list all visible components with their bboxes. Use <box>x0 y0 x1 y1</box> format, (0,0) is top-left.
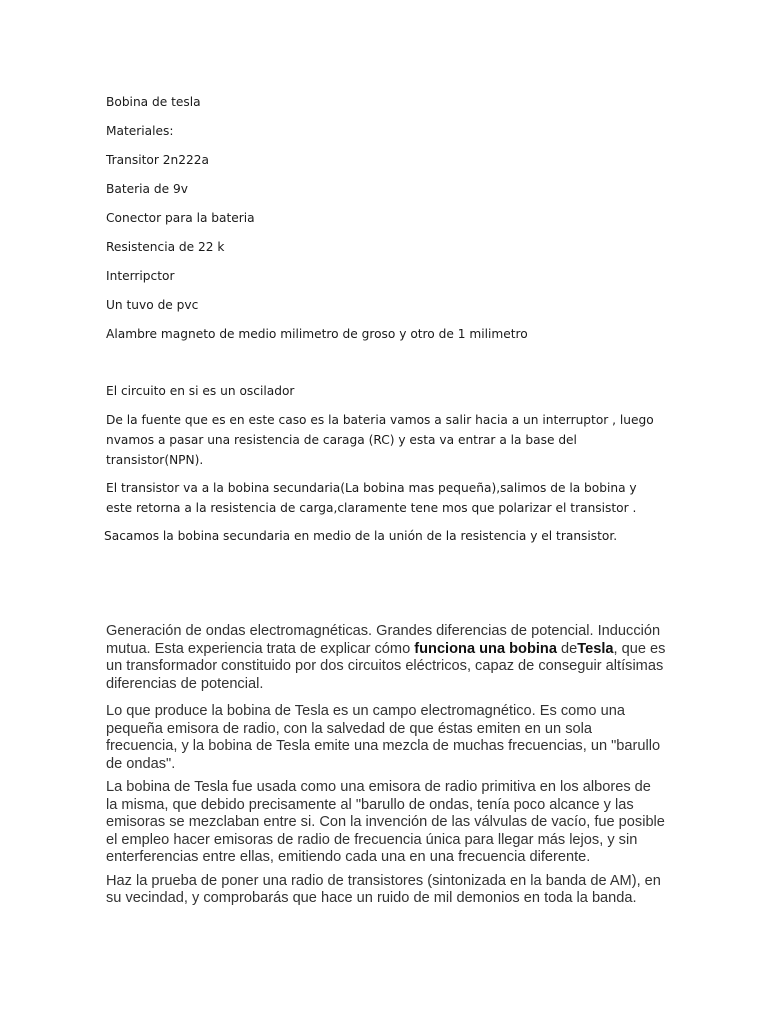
material-item: Alambre magneto de medio milimetro de groso y otro de 1 milimetro <box>106 327 528 341</box>
materials-heading: Materiales: <box>106 124 174 138</box>
spacer <box>106 353 666 381</box>
tesla-article-section <box>106 623 666 914</box>
article-paragraph: Lo que produce la bobina de Tesla es un campo electromagnético. Es como una pequeña emisora de radio, con la salvedad de que éstas emiten en un sola frecuencia, y la bobina de Tesla emite una mezcla de muchas frecuencias, un "barullo de ondas". <box>106 703 661 772</box>
material-item: Bateria de 9v <box>106 182 188 196</box>
circuit-paragraph: El transistor va a la bobina secundaria(La bobina mas pequeña),salimos de la bobina y este retorna a la resistencia de carga,claramente tene mos que polarizar el transistor . <box>106 481 637 515</box>
material-item: Un tuvo de pvc <box>106 298 199 312</box>
tesla-notes-section <box>106 92 666 554</box>
material-item: Transitor 2n222a <box>106 153 209 167</box>
intro-text-end: , que es un transformador constituido por dos circuitos eléctricos, capaz de conseguir altísimas diferencias de potencial. <box>106 640 666 692</box>
material-item: Interripctor <box>106 269 175 283</box>
document-title: Bobina de tesla <box>106 95 201 109</box>
intro-text: Generación de ondas electromagnéticas. Grandes diferencias de potencial. Inducción mutua. Esta experiencia trata de explicar cómo <box>106 623 661 657</box>
intro-text-de: de <box>556 640 578 657</box>
circuit-paragraph: Sacamos la bobina secundaria en medio de la unión de la resistencia y el transistor. <box>104 529 618 543</box>
circuit-paragraph: De la fuente que es en este caso es la bateria vamos a salir hacia a un interruptor , luego nvamos a pasar una resistencia de caraga (RC) y esta va entrar a la base del transistor(NPN). <box>106 413 654 467</box>
article-paragraph: Haz la prueba de poner una radio de transistores (sintonizada en la banda de AM), en su vecindad, y comprobarás que hace un ruido de mil demonios en toda la banda. <box>106 872 661 906</box>
material-item: Resistencia de 22 k <box>106 240 225 254</box>
bold-phrase-bobina: funciona una bobina <box>414 640 557 657</box>
bold-phrase-tesla: Tesla <box>577 640 614 657</box>
material-item: Conector para la bateria <box>106 211 255 225</box>
article-paragraph-intro <box>106 623 666 693</box>
article-paragraph: La bobina de Tesla fue usada como una emisora de radio primitiva en los albores de la misma, que debido precisamente al "barullo de ondas, tenía poco alcance y las emisoras se mezclaban entre si. Con la invención de las válvulas de vacío, fue posible el empleo hacer emisoras de radio de frecuencia única para llegar más lejos, y sin enterferencias entre ellas, emitiendo cada una en una frecuencia diferente. <box>106 779 665 865</box>
circuit-heading: El circuito en si es un oscilador <box>106 384 295 398</box>
